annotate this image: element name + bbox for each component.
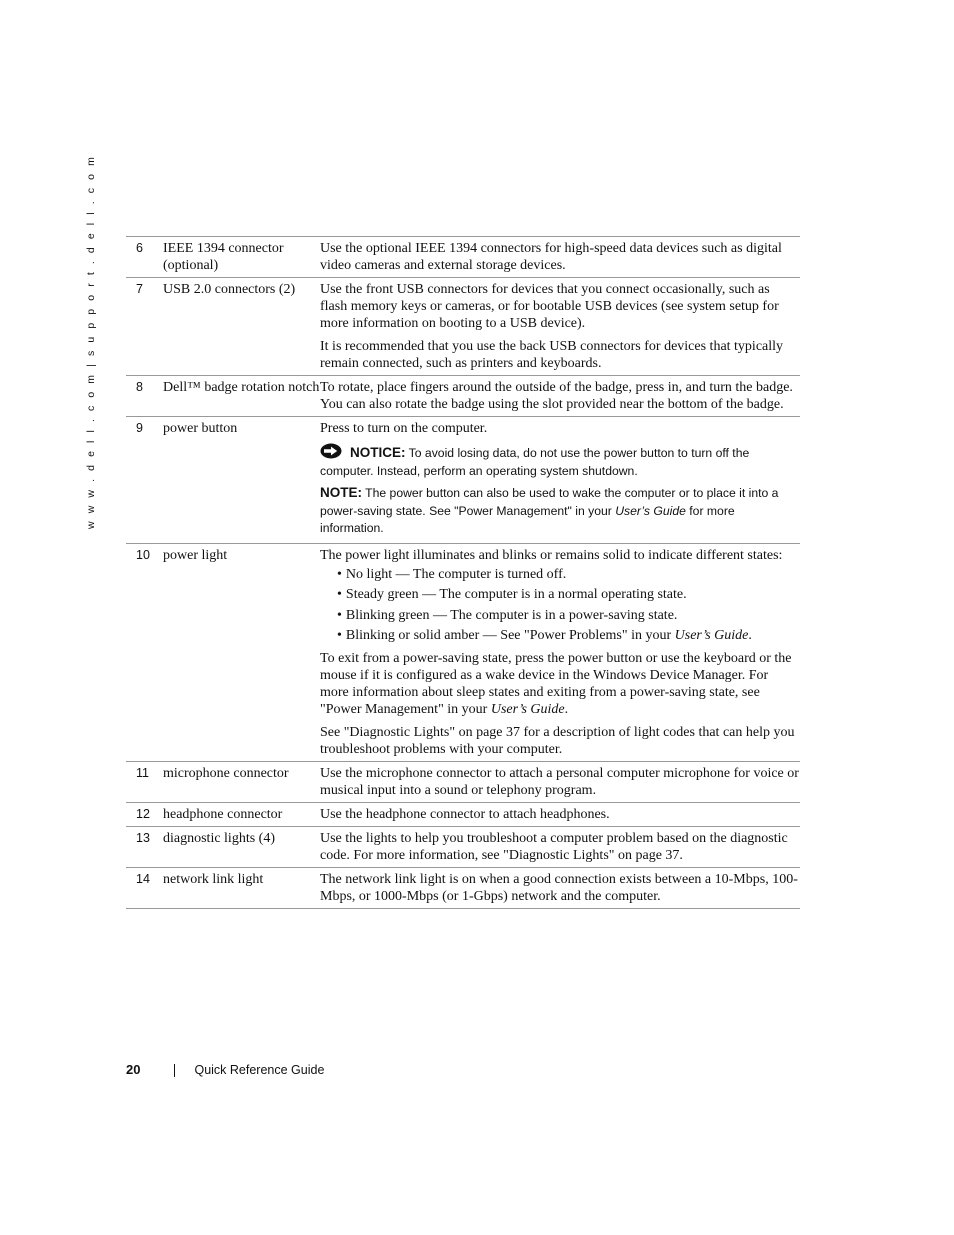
description-paragraph: Use the front USB connectors for devices that you connect occasionally, such as flash memory keys or cameras, or for bootable USB devices (see system setup for more information on booting to a USB device). <box>320 282 779 331</box>
page-footer <box>126 1061 324 1079</box>
table-row <box>126 376 800 417</box>
table-row <box>126 237 800 278</box>
row-number: 8 <box>126 376 163 417</box>
description-paragraph: Use the microphone connector to attach a personal computer microphone for voice or musical input into a sound or telephony program. <box>320 766 799 798</box>
row-description <box>320 868 800 909</box>
list-item <box>337 627 800 644</box>
paragraph-italic: User’s Guide <box>490 702 565 717</box>
note-block <box>320 484 800 538</box>
row-number: 13 <box>126 827 163 868</box>
table-row <box>126 827 800 868</box>
row-number: 10 <box>126 543 163 762</box>
row-number: 14 <box>126 868 163 909</box>
footer-title: Quick Reference Guide <box>194 1063 325 1077</box>
row-number: 7 <box>126 278 163 376</box>
list-item-text: Blinking or solid amber — See "Power Problems" in your <box>345 628 672 643</box>
row-description <box>320 827 800 868</box>
list-item: • Steady green — The computer is in a normal operating state. <box>337 586 800 603</box>
row-name: Dell™ badge rotation notch <box>163 376 320 417</box>
table-row <box>126 762 800 803</box>
list-item: • Blinking green — The computer is in a power-saving state. <box>337 607 800 624</box>
note-text: The power button can also be used to wake the computer or to place it into a power-saving state. See "Power Management" in your <box>320 486 779 518</box>
row-name: power button <box>163 417 320 544</box>
row-name: diagnostic lights (4) <box>163 827 320 868</box>
paragraph-text: To exit from a power-saving state, press the power button or use the keyboard or the mouse if it is configured as a wake device in the Windows Device Manager. For more information about sleep states and exiting from a power-saving state, see "Power Management" in your <box>320 651 792 717</box>
row-description <box>320 543 800 762</box>
note-label: NOTE: <box>320 485 362 500</box>
footer-divider <box>174 1064 175 1077</box>
description-paragraph: To rotate, place fingers around the outside of the badge, press in, and turn the badge. You can also rotate the badge using the slot provided near the bottom of the badge. <box>320 380 793 412</box>
row-number: 6 <box>126 237 163 278</box>
table-row <box>126 417 800 544</box>
page-number: 20 <box>126 1062 141 1077</box>
notice-hand-icon <box>320 443 342 459</box>
row-description <box>320 417 800 544</box>
row-description <box>320 278 800 376</box>
row-number: 12 <box>126 803 163 827</box>
row-number: 9 <box>126 417 163 544</box>
description-paragraph: The power light illuminates and blinks or remains solid to indicate different states: <box>320 547 783 563</box>
row-description <box>320 237 800 278</box>
list-item-end: . <box>748 628 752 643</box>
list-item-italic: User’s Guide <box>674 628 749 643</box>
description-paragraph: See "Diagnostic Lights" on page 37 for a description of light codes that can help you troubleshoot problems with your computer. <box>320 725 795 757</box>
row-name: IEEE 1394 connector (optional) <box>163 237 320 278</box>
row-name: microphone connector <box>163 762 320 803</box>
description-paragraph: Use the headphone connector to attach headphones. <box>320 807 610 822</box>
description-paragraph: Press to turn on the computer. <box>320 421 488 436</box>
row-name: headphone connector <box>163 803 320 827</box>
table-row <box>126 278 800 376</box>
row-number: 11 <box>126 762 163 803</box>
notice-block <box>320 443 800 480</box>
row-name: USB 2.0 connectors (2) <box>163 278 320 376</box>
table-row <box>126 803 800 827</box>
row-description <box>320 803 800 827</box>
connector-table <box>126 236 800 909</box>
row-name: network link light <box>163 868 320 909</box>
note-text-end: for more information. <box>320 503 735 535</box>
description-paragraph: It is recommended that you use the back USB connectors for devices that typically remain connected, such as printers and keyboards. <box>320 339 784 371</box>
state-list <box>320 566 800 645</box>
list-item: • No light — The computer is turned off. <box>337 566 800 583</box>
sidebar-url: w w w . d e l l . c o m | s u p p o r t . d e l l . c o m <box>85 154 97 530</box>
description-paragraph <box>320 650 800 718</box>
row-description <box>320 762 800 803</box>
table-row <box>126 868 800 909</box>
table-row <box>126 543 800 762</box>
notice-label: NOTICE: <box>350 445 406 460</box>
paragraph-end: . <box>564 702 569 717</box>
description-paragraph: The network link light is on when a good connection exists between a 10-Mbps, 100-Mbps, or 1000-Mbps (or 1-Gbps) network and the computer. <box>320 872 798 904</box>
description-paragraph: Use the optional IEEE 1394 connectors for high-speed data devices such as digital video cameras and external storage devices. <box>320 241 782 273</box>
note-italic-ref: User’s Guide <box>615 503 686 518</box>
description-paragraph: Use the lights to help you troubleshoot a computer problem based on the diagnostic code. For more information, see "Diagnostic Lights" on page 37. <box>320 831 788 863</box>
row-description <box>320 376 800 417</box>
notice-text: To avoid losing data, do not use the power button to turn off the computer. Instead, perform an operating system shutdown. <box>320 446 750 478</box>
row-name: power light <box>163 543 320 762</box>
